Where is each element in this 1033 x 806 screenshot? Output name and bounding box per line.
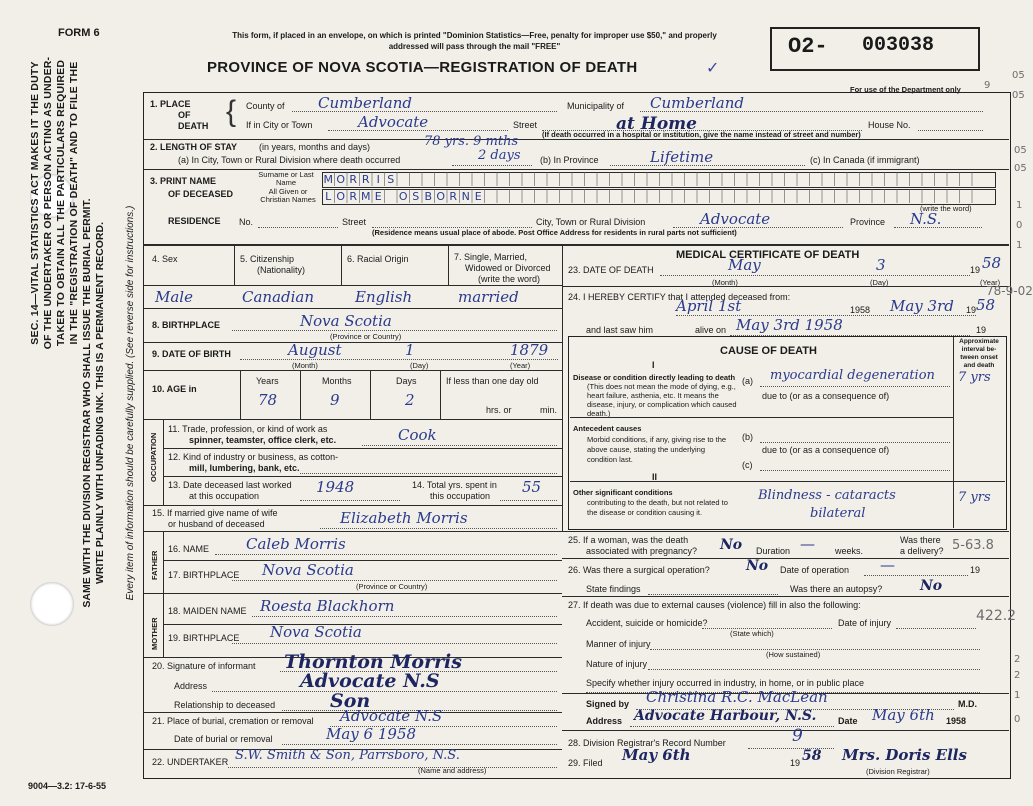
label: OF DECEASED [168,189,234,199]
label: Duration [756,546,791,556]
cause-a-value: myocardial degeneration [770,368,935,383]
side-text-line: IN THE "REGISTRATION OF DEATH" AND TO FILE THE [68,61,80,345]
stay-province-value: Lifetime [650,148,714,166]
label: (write the word) [478,274,541,284]
death-year-value: 58 [982,254,1002,272]
label: County of [246,101,285,111]
burial-place-value: Advocate N.S [340,707,443,725]
label: Months [322,376,352,386]
record-number-value: 9 [792,726,803,746]
label: (Year) [980,278,1001,287]
pencil-margin-note: 1 [1016,200,1023,211]
other-condition-value: Blindness - cataracts [758,488,896,503]
label: 12. Kind of industry or business, as cotton- [168,452,339,462]
attended-to-value: May 3rd [890,297,954,315]
label: (If death occurred in a hospital or institution, give the name instead of street and number) [542,130,861,139]
label: 19 [970,265,981,275]
label: Nature of injury [586,659,648,669]
death-day-value: 3 [876,256,886,274]
label: 8. BIRTHPLACE [152,320,221,330]
label: 25. If a woman, was the death [568,535,689,545]
pencil-margin-note: 2 [1014,654,1021,665]
label: Municipality of [567,101,625,111]
surgery-date-value: — [880,556,895,574]
label: (Nationality) [257,265,306,275]
interval-header: Approximate interval be- tween onset and death [959,338,999,369]
label: Specify whether injury occurred in industry, in home, or in public place [586,678,864,688]
signed-by-value: Christina R.C. MacLean [646,688,828,706]
name-letter: I [376,173,380,186]
label: 22. UNDERTAKER [152,757,229,767]
label: Date of injury [838,618,892,628]
label: 19 [966,305,977,315]
pencil-code-27: 422.2 [976,608,1017,624]
label: 19. BIRTHPLACE [168,633,240,643]
dob-month-value: August [288,341,342,359]
label: (How sustained) [766,650,821,659]
label: House No. [868,120,911,130]
name-letter: E [474,190,482,203]
brace: { [226,95,237,128]
label: Province [850,217,886,227]
reg-number: 003038 [862,34,935,57]
pencil-margin-note: 05 [1014,163,1027,174]
age-years-value: 78 [258,391,278,409]
dob-day-value: 1 [405,341,415,359]
label: 23. DATE OF DEATH [568,265,654,275]
label: due to (or as a consequence of) [762,445,890,455]
spouse-value: Elizabeth Morris [340,509,468,527]
label: 2. LENGTH OF STAY [150,142,238,152]
label: Antecedent causes [573,424,642,433]
name-letter: R [449,190,458,203]
death-month-value: May [728,256,761,274]
label: 7. Single, Married, [454,252,528,262]
label: or husband of deceased [168,519,265,529]
label: weeks. [835,546,864,556]
label: Accident, suicide or homicide? [586,618,708,628]
birthplace-value: Nova Scotia [300,312,392,330]
label: Disease or condition directly leading to death [573,373,736,382]
label: due to (or as a consequence of) [762,391,890,401]
stay-city-value: 2 days [478,148,521,163]
label: Morbid conditions, if any, giving rise to the above cause, stating the underlying condition last. [587,435,727,464]
marital-value: married [458,288,519,306]
label: 20. Signature of informant [152,661,256,671]
label: Other significant conditions [573,488,673,497]
label: 1958 [850,305,871,315]
pencil-margin-note: 05 [1012,70,1025,81]
dob-year-value: 1879 [510,341,549,359]
last-worked-value: 1948 [316,478,355,496]
label: 1958 [946,716,967,726]
last-saw-value: May 3rd 1958 [736,316,843,334]
label: If less than one day old [446,376,539,386]
label: No. [239,217,254,227]
label: 13. Date deceased last worked [168,480,292,490]
burial-date-value: May 6 1958 [326,725,417,743]
dept-use-label: For use of the Department only [850,85,961,94]
other-condition-2-value: bilateral [810,506,866,521]
label: Surname or Last Name [258,170,314,187]
label: 29. Filed [568,758,603,768]
label: (Month) [292,361,318,370]
label: this occupation [430,491,491,501]
occupation-label: OCCUPATION [149,432,158,482]
name-letter: M [323,173,333,186]
informant-address-value: Advocate N.S [300,670,440,692]
death-registration-form: SEC. 14—VITAL STATISTICS ACT MAKES IT THE DUTY OF THE UNDERTAKER OR PERSON ACTING AS UNDER- TAKER TO OBTAIN ALL THE PARTICULARS REQUIRED IN THE "REGISTRATION OF DEATH" AND TO FILE THE SAME WITH THE DIVISION REGISTRAR WHO SHALL ISSUE THE BURIAL PERMIT. WRITE PLAINLY WITH UNFADING INK. THIS IS A PERMANENT RECORD. Every item of information should be carefully supplied. (See reverse side for instructions.) FORM 6 This form, if placed in an envelope, on which is printed "Dominion Statistics—Free, penalty for improper use $50," and properly addressed will pass through the mail "FREE" PROVINCE OF NOVA SCOTIA—REGISTRATION OF DEATH O2- 003038 For use of the Department only 9004—3.2: 17-6-55 1. PLACE OF DEATH { County of Cumberland Municipality of Cumberland If in City or Town Advocate Street at Home House No. (If death occurred in a hospital or institution, give the name instead of street and number) 2. LENGTH OF STAY (in years, months and days) 78 yrs. 9 mths (a) In City, Town or Rural Division where death occurred 2 days (b) In Province Lifetime (c) In Canada (if immigrant) 3. PRINT NAME OF DECEASED Surname or Last Name All Given or Christian Names M O R R I S L O R M E O S B O R N E (write the word) RESIDENCE No. Street City, Town or Rural Division Advocate Province N.S. (Residence means usual place of abode. Post Office Address for residents in rural parts not sufficient) 4. Sex 5. Citizenship (Nationality) 6. Racial Origin 7. Single, Married, Widowed or Divorced (write the word) Male Canadian English married 8. BIRTHPLACE Nova Scotia (Province or Country) 9. DATE OF BIRTH August 1 1879 (Month) (Day) (Year) 10. AGE in Years Months Days If less than one day old 78 9 2 hrs. or min. OCCUPATION 11. Trade, profession, or kind of work as spinner, teamster, office clerk, etc. Cook 12. Kind of industry or business, as cotton- mill, lumbering, bank, etc. 13. Date deceased last worked at this occupation 1948 14. Total yrs. spent in this occupation 55 15. If married give name of wife or husband of deceased Elizabeth Morris FATHER 16. NAME Caleb Morris 17. BIRTHPLACE Nova Scotia (Province or Country) MOTHER 18. MAIDEN NAME Roesta Blackhorn 19. BIRTHPLACE Nova Scotia 20. Signature of informant Thornton Morris Address Advocate N.S Relationship to deceased Son 21. Place of burial, cremation or removal Advocate N.S Date of burial or removal May 6 1958 22. UNDERTAKER S.W. Smith & Son, Parrsboro, N.S. (Name and address) MEDICAL CERTIFICATE OF DEATH 23. DATE OF DEATH May 3 19 58 (Month) (Day) (Year) 24. I HEREBY CERTIFY that I attended deceased from: April 1st 1958 May 3rd 19 58 and last saw him alive on May 3rd 1958 19 CAUSE OF DEATH Approximate interval be- tween onset and death I Disease or condition directly leading to death (This does not mean the mode of dying, e.g., heart failure, asthenia, etc. It means the disease, injury, or complication which caused death.) (a) myocardial degeneration 7 yrs due to (or as a consequence of) Antecedent causes Morbid conditions, if any, giving rise to the above cause, stating the underlying condition last. (b) due to (or as a consequence of) (c) II Other significant conditions contributing to the death, but not related to the disease or condition causing it. Blindness - cataracts bilateral 7 yrs 25. If a woman, was the death associated with pregnancy? No Duration — weeks. Was there a delivery? 5-63.8 26. Was there a surgical operation? No Date of operation — 19 State findings Was there an autopsy? No 27. If death was due to external causes (violence) fill in also the following: Accident, suicide or homicide? (State which) Date of injury Manner of injury (How sustained) Nature of injury Specify whether injury occurred in industry, in home, or in public place Signed by Christina R.C. MacLean M.D. Address Advocate Harbour, N.S. Date May 6th 1958 28. Division Registrar's Record Number 9 29. Filed May 6th 19 58 Mrs. Doris Ells (Division Registrar) 78-9-02 422.2 05 05 05 05 1 0 1 2 2 1 0 9 ✓ [0,0,1033,806]
label: If in City or Town [246,120,313,130]
name-letter: L [325,190,332,203]
label: (a) In City, Town or Rural Division where death occurred [178,155,401,165]
autopsy-value: No [920,578,943,594]
label: Days [396,376,417,386]
label: 4. Sex [152,254,178,264]
label: Manner of injury [586,639,651,649]
label: Date [838,716,858,726]
label: 17. BIRTHPLACE [168,570,240,580]
total-years-value: 55 [522,478,542,496]
sex-value: Male [155,288,193,306]
footer-code: 9004—3.2: 17-6-55 [28,781,107,791]
surgery-value: No [746,558,769,574]
label: Date of burial or removal [174,734,273,744]
relationship-value: Son [330,690,371,712]
pencil-margin-note: 0 [1016,220,1023,231]
label: Was there an autopsy? [790,584,883,594]
label: Address [586,716,623,726]
cause-of-death-title: CAUSE OF DEATH [720,345,817,357]
label: Widowed or Divorced [465,263,551,273]
label: (Division Registrar) [866,767,930,776]
label: contributing to the death, but not related to the disease or condition causing it. [587,498,728,517]
father-name-value: Caleb Morris [246,535,346,553]
name-letter: O [336,173,346,186]
name-letter: M [361,190,371,203]
label: RESIDENCE [168,216,221,226]
municipality-value: Cumberland [650,94,745,112]
pencil-margin-note: 1 [1016,240,1023,251]
pencil-dept-code: 9 [984,80,991,91]
md-date-value: May 6th [872,706,935,724]
city-value: Advocate [358,113,429,131]
label: at this occupation [189,491,260,501]
label: I [652,360,655,370]
label: 10. AGE in [152,384,197,394]
pencil-margin-note: 0 [1014,714,1021,725]
label: Relationship to deceased [174,700,276,710]
label: (Residence means usual place of abode. Post Office Address for residents in rural parts not sufficient) [372,228,737,237]
age-days-value: 2 [405,391,415,409]
name-letter: O [336,190,346,203]
filed-year-value: 58 [802,748,822,764]
citizenship-value: Canadian [242,288,315,306]
label: M.D. [958,699,977,709]
label: 9. DATE OF BIRTH [152,349,231,359]
label: 6. Racial Origin [347,254,409,264]
residence-province-value: N.S. [910,210,942,228]
county-value: Cumberland [318,94,413,112]
label: All Given or Christian Names [260,187,316,204]
name-letter: B [424,190,433,203]
pencil-dob-code: 78-9-02 [986,284,1033,298]
label: (Name and address) [418,766,487,775]
label: min. [540,405,558,415]
pencil-margin-note: 05 [1014,145,1027,156]
label: (Province or Country) [356,582,428,591]
name-letter: O [398,190,408,203]
pencil-margin-note: 2 [1014,670,1021,681]
label: (in years, months and days) [259,142,371,152]
label: II [652,472,658,482]
name-letter: S [387,173,395,186]
side-text-line: OF THE UNDERTAKER OR PERSON ACTING AS UNDER- [42,56,54,350]
name-letter: S [412,190,420,203]
label: 11. Trade, profession, or kind of work as [168,424,328,434]
medical-certificate-title: MEDICAL CERTIFICATE OF DEATH [676,249,860,261]
reg-prefix: O2- [788,34,828,59]
label: (c) In Canada (if immigrant) [810,155,920,165]
label: 18. MAIDEN NAME [168,606,247,616]
informant-signature: Thornton Morris [284,651,462,673]
label: (write the word) [920,204,972,213]
label: DEATH [178,121,209,131]
label: mill, lumbering, bank, etc. [189,463,300,473]
side-text-line: SAME WITH THE DIVISION REGISTRAR WHO SHALL ISSUE THE BURIAL PERMIT. [81,198,93,608]
stay-total-value: 78 yrs. 9 mths [424,134,519,149]
pregnancy-value: No [720,537,743,553]
age-months-value: 9 [330,391,340,409]
father-label: FATHER [150,550,159,580]
residence-city-value: Advocate [700,210,771,228]
label: OF [178,110,191,120]
label: Street [513,120,538,130]
form-title: PROVINCE OF NOVA SCOTIA—REGISTRATION OF DEATH [207,59,638,76]
attended-year-value: 58 [976,296,996,314]
label: (Day) [870,278,889,287]
filed-value: May 6th [622,746,691,764]
label: Date of operation [780,565,850,575]
check-mark: ✓ [706,60,720,77]
street-value: at Home [616,114,697,134]
label: 14. Total yrs. spent in [412,480,497,490]
pencil-margin-note: 05 [1012,90,1025,101]
name-letter: R [349,190,358,203]
label: (State which) [730,629,774,638]
attended-from-value: April 1st [676,297,742,315]
trade-value: Cook [398,426,437,444]
label: (This does not mean the mode of dying, e.g., heart failure, asthenia, etc. It means the disease, injury, or complication which caused death.) [587,382,737,418]
label: hrs. or [486,405,512,415]
mail-notice: This form, if placed in an envelope, on which is printed "Dominion Statistics—Free, penalty for improper use $50," and properly addressed will pass through the mail "FREE" [232,31,717,51]
label: City, Town or Rural Division [536,217,646,227]
side-text-line: Every item of information should be carefully supplied. (See reverse side for instructions.) [125,205,136,601]
label: 19 [970,565,981,575]
delivery-pencil-note: 5-63.8 [952,538,994,553]
label: Years [256,376,279,386]
other-interval: 7 yrs [958,490,991,505]
letter-grid [322,172,995,204]
label: (Day) [410,361,429,370]
label: 16. NAME [168,544,210,554]
label: and last saw him [586,325,654,335]
duration-value: — [800,535,815,553]
label: Street [342,217,367,227]
side-text-line: WRITE PLAINLY WITH UNFADING INK. THIS IS A PERMANENT RECORD. [94,221,106,585]
side-text-line: TAKER TO OBTAIN ALL THE PARTICULARS REQUIRED [55,59,67,347]
racial-origin-value: English [355,288,413,306]
father-birthplace-value: Nova Scotia [262,561,354,579]
label: 27. If death was due to external causes (violence) fill in also the following: [568,600,861,610]
mother-birthplace-value: Nova Scotia [270,623,362,641]
cause-a-interval: 7 yrs [958,370,991,385]
label: associated with pregnancy? [586,546,698,556]
registrar-signature: Mrs. Doris Ells [842,746,967,764]
label: (Province or Country) [330,332,402,341]
label: spinner, teamster, office clerk, etc. [189,435,337,445]
name-letter: O [436,190,446,203]
pencil-margin-note: 1 [1014,690,1021,701]
undertaker-value: S.W. Smith & Son, Parrsboro, N.S. [235,748,460,763]
form-number: FORM 6 [58,27,100,39]
name-letter: R [361,173,370,186]
label: 1. PLACE [150,99,191,109]
label: State findings [586,584,641,594]
label: a delivery? [900,546,944,556]
md-address-value: Advocate Harbour, N.S. [634,708,817,724]
label: 3. PRINT NAME [150,176,217,186]
label: (b) In Province [540,155,599,165]
label: Was there [900,535,941,545]
name-letter: R [349,173,358,186]
label: 26. Was there a surgical operation? [568,565,710,575]
label: 24. I HEREBY CERTIFY that I attended deceased from: [568,292,791,302]
label: (Year) [510,361,531,370]
mother-label: MOTHER [150,617,159,650]
label: alive on [695,325,727,335]
mother-maiden-value: Roesta Blackhorn [260,597,395,615]
name-letter: E [374,190,382,203]
label: Address [174,681,208,691]
side-text-line: SEC. 14—VITAL STATISTICS ACT MAKES IT THE DUTY [29,61,41,345]
label: Signed by [586,699,630,709]
punch-hole [30,582,74,626]
label: 19 [976,325,987,335]
name-letter: N [461,190,470,203]
label: (Month) [712,278,738,287]
label: 5. Citizenship [240,254,295,264]
label: 21. Place of burial, cremation or removal [152,716,314,726]
label: 28. Division Registrar's Record Number [568,738,726,748]
label: 15. If married give name of wife [152,508,278,518]
